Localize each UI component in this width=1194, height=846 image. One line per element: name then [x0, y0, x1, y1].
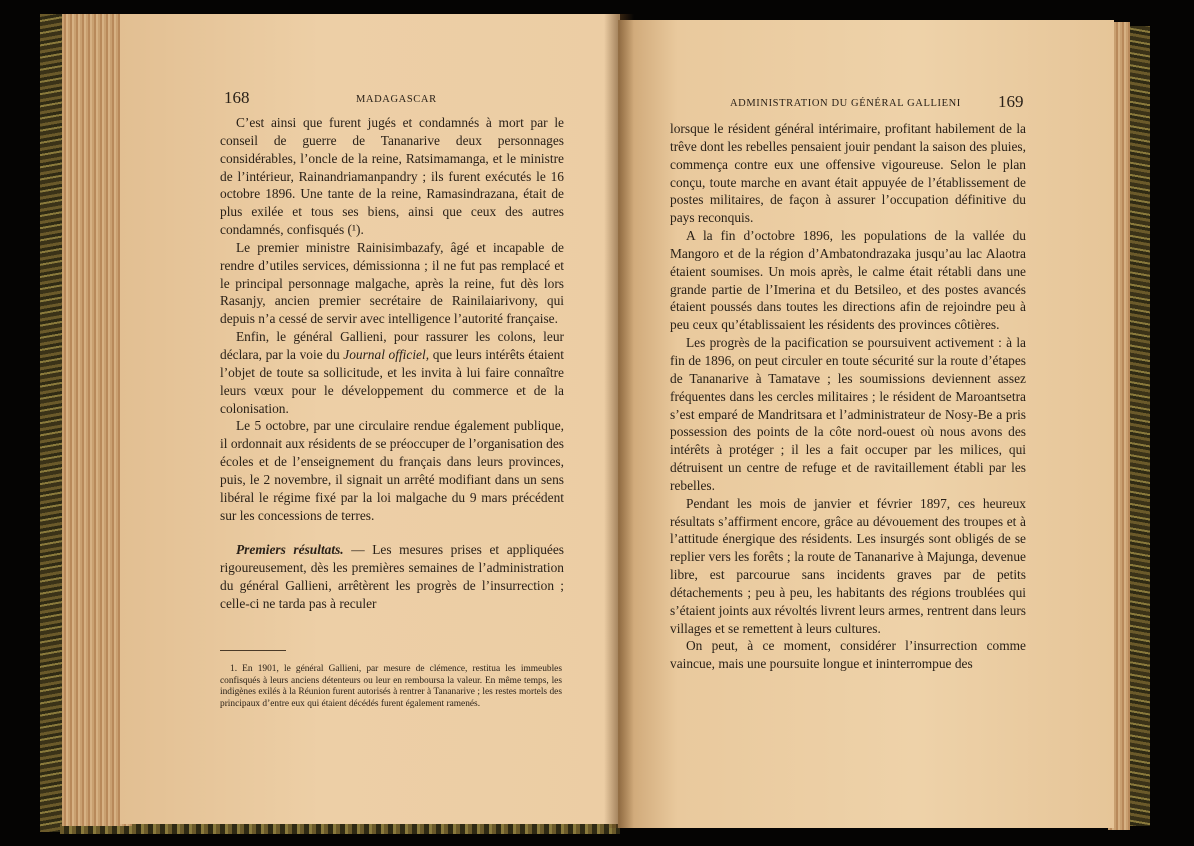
journal-officiel-title: Journal officiel, — [343, 346, 430, 362]
right-page-number: 169 — [998, 92, 1024, 111]
left-paragraph-3 — [220, 328, 564, 417]
right-body-text — [670, 120, 1026, 673]
left-paragraph-2: Le premier ministre Rainisimbazafy, âgé et incapable de rendre d’utiles services, démissionna ; il ne fut pas remplacé et le principal personnage malgache, après la reine, fut dès lors Rasanjy, ancien premier secrétaire de Rainilaiarivony, qui depuis n’a cessé de servir avec intelligence l’autorité française. — [220, 239, 564, 327]
right-paragraph-3: Les progrès de la pacification se poursuivent activement : à la fin de 1896, on peut circuler en toute sécurité sur la route d’étapes de Tananarive à Tamatave ; les soumissions deviennent assez fréquentes dans les cercles militaires ; le résident de Maroantsetra s’est emparé de Mandritsara et l’administrateur de Nosy-Be a pris possession des points de la côte nord-ouest où nous avons des intérêts à protéger ; il les a fait occuper par les milices, qui détruisent un centre de refuge et de ravitaillement établi par les rebelles. — [670, 335, 1026, 493]
footnote-rule — [220, 650, 286, 651]
right-paragraph-2: A la fin d’octobre 1896, les populations de la vallée du Mangoro et de la région d’Ambatondrazaka jusqu’au lac Alaotra étaient soumises. Un mois après, le calme était rétabli dans une grande partie de l’Imerina et du Betsileo, et des postes avancés étaient poussés dans toutes les directions afin de rejoindre peu à peu ceux qu’établissaient les résidents des provinces côtières. — [670, 228, 1026, 333]
left-paragraph-3-start: Enfin, le général Gallieni, pour rassurer les colons, leur déclara, par la voie du — [220, 329, 564, 362]
footnote-1: 1. En 1901, le général Gallieni, par mesure de clémence, restitua les immeubles confisqués à leurs anciens détenteurs ou leur en remboursa la valeur. En même temps, les indigènes exilés à la Réunion furent autorisés à rentrer à Tananarive ; les restes mortels des principaux d’entre eux qui étaient décédés furent également ramenés. — [220, 664, 562, 709]
left-paragraph-3-end: que leurs intérêts étaient l’objet de toute sa sollicitude, et les invita à lui faire connaître leurs vœux pour le développement du commerce et de la colonisation. — [220, 346, 564, 416]
right-paragraph-4: Pendant les mois de janvier et février 1897, ces heureux résultats s’affirment encore, grâce au dévouement des troupes et à l’attitude énergique des résidents. Les insurgés sont obligés de se replier vers les forêts ; la route de Tananarive à Majunga, devenue libre, est parcourue sans incidents graves par de petits détachements ; peu à peu, les habitants des régions troublées qui s’étaient joints aux révoltés livrent leurs armes, rentrent dans leurs villages et se remettent à leurs cultures. — [670, 495, 1026, 636]
left-body-text — [220, 114, 564, 613]
left-page-number: 168 — [224, 88, 250, 107]
right-paragraph-1: lorsque le résident général intérimaire, profitant habilement de la trêve dont les rebelles pensaient jouir pendant la saison des pluies, commença contre eux une offensive vigoureuse. Selon le plan conçu, toute marche en avant était appuyée de l’établissement de postes militaires, de façon à assurer l’occupation définitive du pays reconquis. — [670, 121, 1026, 226]
section-heading-premiers-resultats: Premiers résultats. — [236, 542, 344, 558]
left-section-paragraph — [220, 541, 564, 612]
footnote — [220, 664, 562, 710]
left-paragraph-1: C’est ainsi que furent jugés et condamnés à mort par le conseil de guerre de Tananarive deux personnages considérables, l’oncle de la reine, Ratsimamanga, et le ministre de l’intérieur, Rainandriamanpandry ; ils furent exécutés le 16 octobre 1896. Une tante de la reine, Ramasindrazana, était de plus exilée et tous ses biens, ainsi que ceux des autres condamnés, confisqués (¹). — [220, 115, 564, 238]
right-running-head: ADMINISTRATION DU GÉNÉRAL GALLIENI — [730, 98, 961, 109]
right-paragraph-5: On peut, à ce moment, considérer l’insurrection comme vaincue, mais une poursuite longue et ininterrompue des — [670, 638, 1026, 672]
marbled-edge-bottom — [60, 824, 620, 834]
left-paragraph-4: Le 5 octobre, par une circulaire rendue également publique, il ordonnait aux résidents de se préoccuper de l’organisation des écoles et de l’enseignement du français dans leurs provinces, puis, le 2 novembre, il signait un arrêté modifiant dans un sens libéral le régime fixé par la loi malgache du 9 mars précédent sur les concessions de terres. — [220, 418, 564, 523]
book-gutter — [604, 14, 634, 828]
left-running-head: MADAGASCAR — [356, 94, 437, 105]
right-page — [618, 20, 1114, 828]
left-section-text: — Les mesures prises et appliquées rigoureusement, dès les premières semaines de l’administration du général Gallieni, arrêtèrent les progrès de l’insurrection ; celle-ci ne tarda pas à reculer — [220, 542, 565, 611]
left-page — [120, 14, 620, 824]
